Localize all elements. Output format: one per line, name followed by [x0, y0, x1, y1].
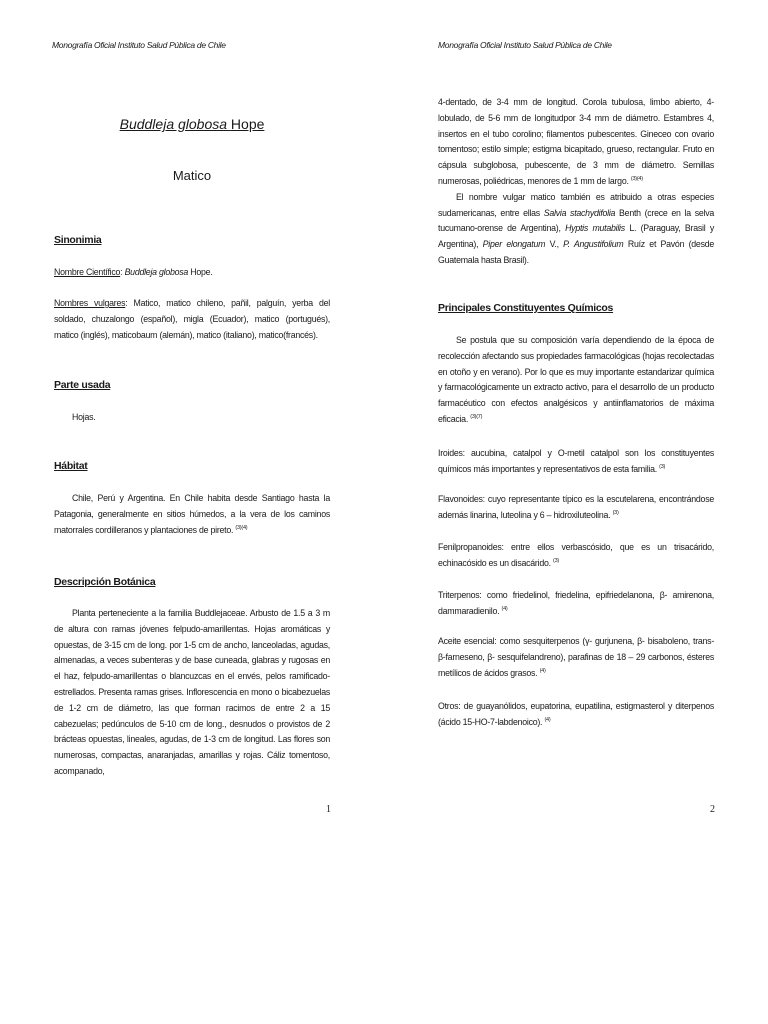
intro-text: Se postula que su composición varía dependiendo de la época de recolección afectando sus propiedades farmacológicas (hojas recolectadas en otoño y en verano). Por lo que es muy importante estandarizar química y farmacológicamente un extracto activo, para el desarrollo de un producto farmacéutico con efectos analgésicos y antiinflamatorios de máxima eficacia.	[438, 335, 714, 424]
heading-habitat: Hábitat	[54, 460, 88, 472]
heading-parte-usada: Parte usada	[54, 379, 111, 391]
iroides-paragraph	[438, 446, 714, 478]
vulg-label: Nombres vulgares	[54, 298, 126, 308]
flavonoides-text: Flavonoides: cuyo representante típico es la escutelarena, encontrándose además linarina, luteolina y 6 – hidroxiluteolina.	[438, 494, 714, 520]
flavonoides-refs: (3)	[612, 509, 619, 516]
species-salvia: Salvia stachydifolia	[543, 207, 616, 218]
iroides-refs: (3)	[659, 463, 666, 470]
sci-name: Buddleja globosa	[124, 267, 189, 277]
page-right	[384, 0, 768, 1024]
sci-author: Hope.	[190, 267, 213, 277]
heading-descripcion-botanica: Descripción Botánica	[54, 576, 156, 588]
habitat-refs: (3)(4)	[235, 524, 248, 531]
descripcion-cont-text: 4-dentado, de 3-4 mm de longitud. Corola tubulosa, limbo abierto, 4-lobulado, de 5-6 mm de longitudpor 3-4 mm de diámetro. Estambres 4, insertos en el tubo corolino; filamentos pubescentes. Gineceo con ovario tomentoso; estilo simple; estigma bicapitado, grueso, rectangular. Fruto en cápsula subglobosa, pubescente, de 3 mm de diámetro. Semillas numerosas, poliédricas, menores de 1 mm de largo.	[438, 97, 714, 186]
page-number-2: 2	[710, 804, 715, 815]
descripcion-paragraph	[54, 606, 330, 780]
otros-paragraph	[438, 699, 714, 731]
triterpenos-paragraph	[438, 588, 714, 620]
vulgar-mid3: V.,	[545, 239, 564, 250]
vulgar-mid2: L. (Paraguay, Brasil y Argentina),	[438, 223, 714, 250]
species-author: Hope	[230, 116, 265, 132]
aceite-esencial-paragraph	[438, 634, 714, 681]
fenilpropanoides-paragraph	[438, 540, 714, 572]
scientific-name-paragraph	[54, 265, 330, 281]
vulgar-mid1: Benth (crece en la selva tucumano-orense de Argentina),	[438, 207, 714, 234]
fenil-text: Fenilpropanoides: entre ellos verbascósido, que es un trisacárido, echinacósido es un disacárido.	[438, 542, 714, 568]
nombre-vulgar-paragraph	[438, 190, 714, 269]
sci-label: Nombre Científico	[54, 267, 121, 277]
heading-constituyentes: Principales Constituyentes Químicos	[438, 302, 614, 314]
vulgar-post: Ruíz et Pavón (desde Guatemala hasta Brasil).	[438, 239, 715, 265]
heading-sinonimia: Sinonimia	[54, 234, 102, 246]
fenil-refs: (3)	[553, 557, 559, 564]
descripcion-text: Planta perteneciente a la familia Buddlejaceae. Arbusto de 1.5 a 3 m de altura con ramas jóvenes felpudo-amarillentas. Hojas aromáticas y opuestas, de 3-15 cm de long. por 1-5 cm de ancho, lanceoladas, agudas, almenadas, a veces subenteras y de base cuneada, glabras y rugosas en el haz, felpudo-amarillentas o blancuzcas en el envés, pelos ramificado-estrellados. Presenta ramas grises. Inflorescencia en mono o bicabezuelas de 1-2 cm de diámetro, las que forman racimos de entre 2 a 15 cabezuelas; pedúnculos de 5-10 cm de long., desnudos o provistos de 2 brácteas opuestas, lineales, agudas, de 1-3 cm de longitud. Las flores son numerosas, compactas, anaranjadas, amarillas y rojas. Cáliz tomentoso, acompanado,	[54, 608, 330, 776]
species-piper: Piper elongatum	[482, 239, 546, 250]
otros-refs: (4)	[544, 716, 551, 723]
parte-usada-text: Hojas.	[72, 412, 96, 422]
constituyentes-intro	[438, 333, 714, 428]
vulg-text: : Matico, matico chileno, pañil, palguín, yerba del soldado, chuzalongo (español), migla (Ecuador), matico (portugués), matico (inglés), maticobaum (alemán), matico (italiano), matico(francés).	[54, 298, 330, 340]
species-title	[0, 116, 384, 132]
vulgar-pre: El nombre vulgar matico también es atribuido a otras especies sudamericanas, entre ellas	[438, 191, 714, 218]
common-names-paragraph	[54, 296, 330, 343]
common-name-title: Matico	[172, 168, 212, 183]
running-header: Monografía Oficial Instituto Salud Pública de Chile	[52, 40, 226, 50]
running-header: Monografía Oficial Instituto Salud Pública de Chile	[438, 40, 612, 50]
species-angustifolium: P. Angustifolium	[563, 239, 624, 250]
aceite-text: Aceite esencial: como sesquiterpenos (γ- gurjunena, β- bisaboleno, trans-β-farneseno, β- sesquifelandreno), parafinas de 18 – 29 carbonos, ésteres metílicos de ácidos grasos.	[438, 636, 714, 678]
species-hyptis: Hyptis mutabilis	[565, 223, 625, 234]
iroides-text: Iroides: aucubina, catalpol y O-metil catalpol son los constituyentes químicos más importantes y representativos de esta familia.	[438, 448, 714, 474]
triter-refs: (4)	[501, 605, 508, 612]
flavonoides-paragraph	[438, 492, 714, 524]
descripcion-continued	[438, 95, 714, 269]
triter-text: Triterpenos: como friedelinol, friedelina, epifriedelanona, β- amirenona, dammaradienilo.	[438, 590, 714, 616]
parte-usada-paragraph	[54, 410, 330, 426]
habitat-text: Chile, Perú y Argentina. En Chile habita desde Santiago hasta la Patagonia, generalmente en sitios húmedos, a la vera de los caminos matorrales cordilleranos y plantaciones de pireto.	[54, 493, 330, 535]
page-number-1: 1	[326, 804, 331, 815]
aceite-refs: (4)	[539, 667, 546, 674]
intro-refs: (3)(7)	[470, 414, 483, 421]
habitat-paragraph	[54, 491, 330, 538]
otros-text: Otros: de guayanólidos, eupatorina, eupatilina, estigmasterol y diterpenos (ácido 15-HO-7-labdenoico).	[438, 701, 714, 727]
species-name: Buddleja globosa	[119, 116, 228, 132]
sci-sep: :	[120, 267, 123, 277]
descripcion-cont-refs: (3)(4)	[630, 176, 643, 183]
